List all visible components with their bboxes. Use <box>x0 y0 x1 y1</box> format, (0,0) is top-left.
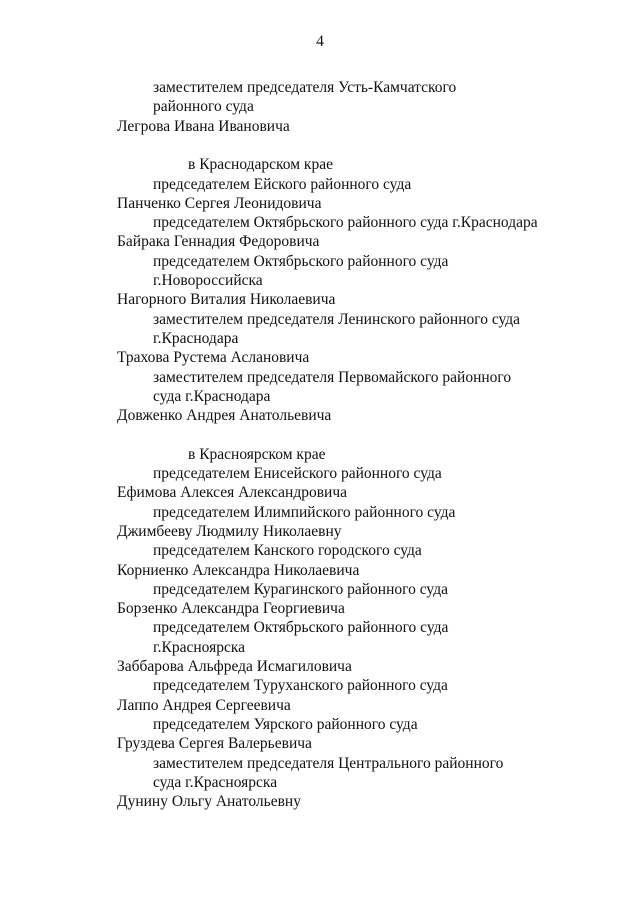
appointee-name: Джимбееву Людмилу Николаевну <box>117 522 342 540</box>
position-title: суда г.Краснодара <box>153 387 271 405</box>
appointee-name: Борзенко Александра Георгиевича <box>117 600 345 618</box>
appointee-name: Байрака Геннадия Федоровича <box>117 233 320 251</box>
page-number: 4 <box>316 33 324 50</box>
appointee-name: Легрова Ивана Ивановича <box>117 117 290 135</box>
position-title: председателем Уярского районного суда <box>153 715 418 733</box>
position-title: заместителем председателя Усть-Камчатского <box>153 79 457 96</box>
appointee-name: Заббарова Альфреда Исмагиловича <box>117 658 352 675</box>
position-title: председателем Курагинского районного суда <box>153 580 448 598</box>
position-title: председателем Канского городского суда <box>153 542 422 560</box>
position-title: председателем Октябрьского районного суда г.Краснодара <box>153 214 538 232</box>
appointee-name: Панченко Сергея Леонидовича <box>117 194 322 212</box>
appointee-name: Нагорного Виталия Николаевича <box>117 291 336 309</box>
position-title: председателем Туруханского районного суда <box>153 677 448 695</box>
position-title: заместителем председателя Первомайского районного <box>153 368 512 386</box>
appointee-name: Трахова Рустема Аслановича <box>117 349 310 367</box>
position-title: председателем Ейского районного суда <box>153 175 412 193</box>
position-title: суда г.Красноярска <box>153 773 278 791</box>
appointee-name: Груздева Сергея Валерьевича <box>117 735 312 753</box>
appointee-name: Корниенко Александра Николаевича <box>117 561 360 579</box>
position-title: г.Новороссийска <box>153 272 263 289</box>
appointee-name: Дунину Ольгу Анатольевну <box>117 793 301 811</box>
position-title: г.Краснодара <box>153 329 239 347</box>
position-title: заместителем председателя Центрального районного <box>153 754 504 772</box>
position-title: председателем Октябрьского районного суда <box>153 619 449 637</box>
appointee-name: Лаппо Андрея Сергеевича <box>117 696 291 714</box>
position-title: г.Красноярска <box>153 638 246 656</box>
position-title: председателем Октябрьского районного суда <box>153 252 449 270</box>
appointee-name: Довженко Андрея Анатольевича <box>117 407 332 425</box>
appointee-name: Ефимова Алексея Александровича <box>117 484 348 502</box>
position-title: председателем Илимпийского районного суда <box>153 503 456 521</box>
region-heading: в Краснодарском крае <box>188 156 333 174</box>
position-title: председателем Енисейского районного суда <box>153 465 442 482</box>
position-title: районного суда <box>153 98 254 116</box>
position-title: заместителем председателя Ленинского районного суда <box>153 310 521 328</box>
region-heading: в Красноярском крае <box>188 445 326 463</box>
